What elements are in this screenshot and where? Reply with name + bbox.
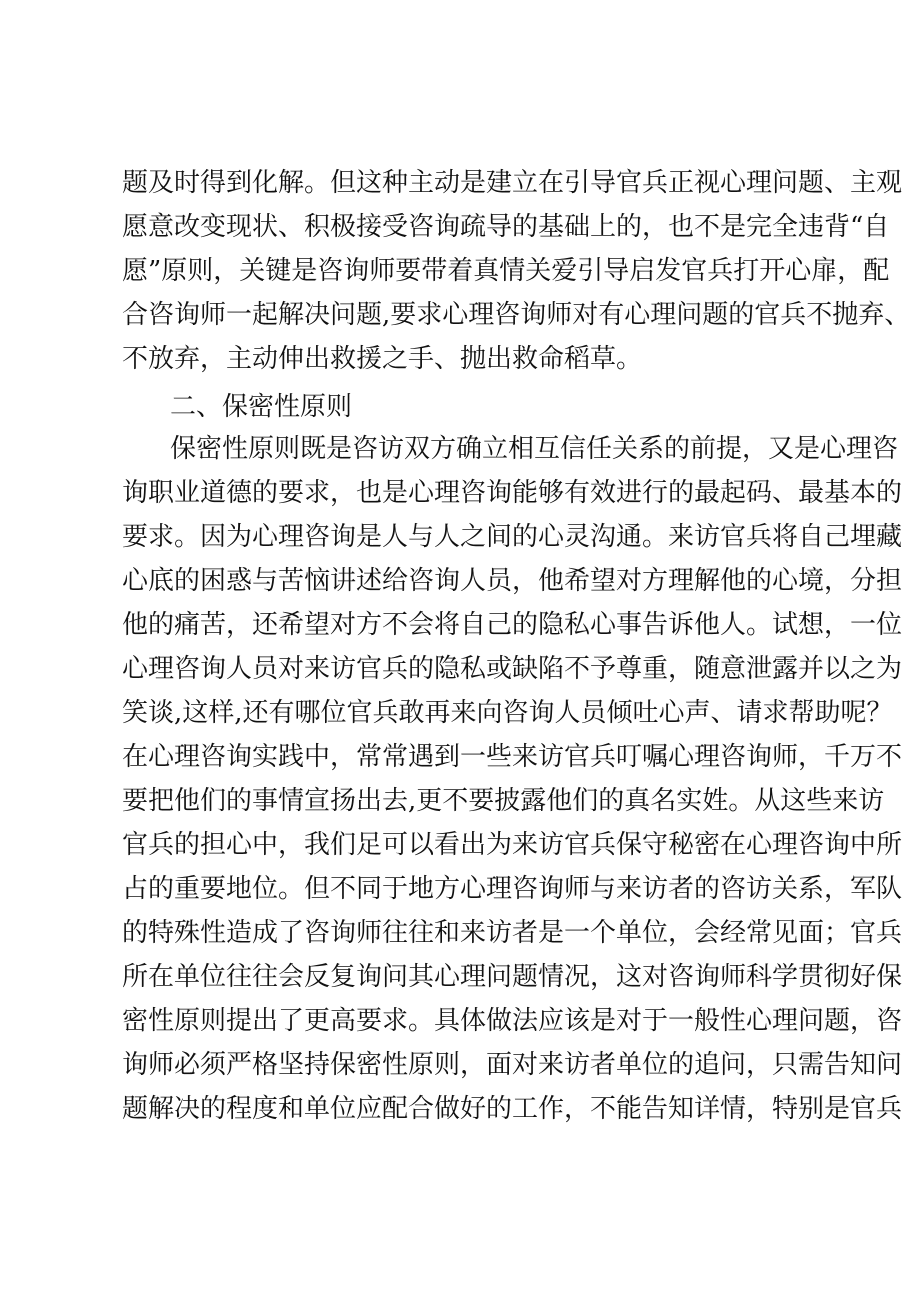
paragraph-line: 题解决的程度和单位应配合做好的工作，不能告知详情，特别是官兵 <box>122 1094 903 1124</box>
paragraph-line: 保密性原则既是咨访双方确立相互信任关系的前提，又是心理咨 <box>170 434 899 464</box>
paragraph-line: 不放弃，主动伸出救援之手、抛出救命稻草。 <box>122 344 643 374</box>
paragraph-line: 询职业道德的要求，也是心理咨询能够有效进行的最起码、最基本的 <box>122 478 903 508</box>
paragraph-line: 愿意改变现状、积极接受咨询疏导的基础上的，也不是完全违背“自 <box>122 212 890 242</box>
paragraph-line: 的特殊性造成了咨询师往往和来访者是一个单位，会经常见面；官兵 <box>122 918 903 948</box>
paragraph-line: 询师必须严格坚持保密性原则，面对来访者单位的追问，只需告知问 <box>122 1050 903 1080</box>
paragraph-line: 愿”原则，关键是咨询师要带着真情关爱引导启发官兵打开心扉，配 <box>122 256 890 286</box>
paragraph-line: 占的重要地位。但不同于地方心理咨询师与来访者的咨访关系，军队 <box>122 874 903 904</box>
paragraph-line: 所在单位往往会反复询问其心理问题情况，这对咨询师科学贯彻好保 <box>122 962 903 992</box>
paragraph-line: 要求。因为心理咨询是人与人之间的心灵沟通。来访官兵将自己埋藏 <box>122 522 903 552</box>
section-heading: 二、保密性原则 <box>170 392 353 422</box>
paragraph-line: 心底的困惑与苦恼讲述给咨询人员，他希望对方理解他的心境，分担 <box>122 566 903 596</box>
paragraph-line: 心理咨询人员对来访官兵的隐私或缺陷不予尊重，随意泄露并以之为 <box>122 654 903 684</box>
paragraph-line: 合咨询师一起解决问题,要求心理咨询师对有心理问题的官兵不抛弃、 <box>122 300 911 330</box>
paragraph-line: 要把他们的事情宣扬出去,更不要披露他们的真名实姓。从这些来访 <box>122 786 885 816</box>
paragraph-line: 官兵的担心中，我们足可以看出为来访官兵保守秘密在心理咨询中所 <box>122 830 903 860</box>
paragraph-line: 在心理咨询实践中，常常遇到一些来访官兵叮嘱心理咨询师，千万不 <box>122 742 903 772</box>
paragraph-line: 题及时得到化解。但这种主动是建立在引导官兵正视心理问题、主观 <box>122 168 903 198</box>
paragraph-line: 他的痛苦，还希望对方不会将自己的隐私心事告诉他人。试想，一位 <box>122 610 903 640</box>
paragraph-line: 密性原则提出了更高要求。具体做法应该是对于一般性心理问题，咨 <box>122 1006 903 1036</box>
paragraph-line: 笑谈,这样,还有哪位官兵敢再来向咨询人员倾吐心声、请求帮助呢？ <box>122 698 893 728</box>
